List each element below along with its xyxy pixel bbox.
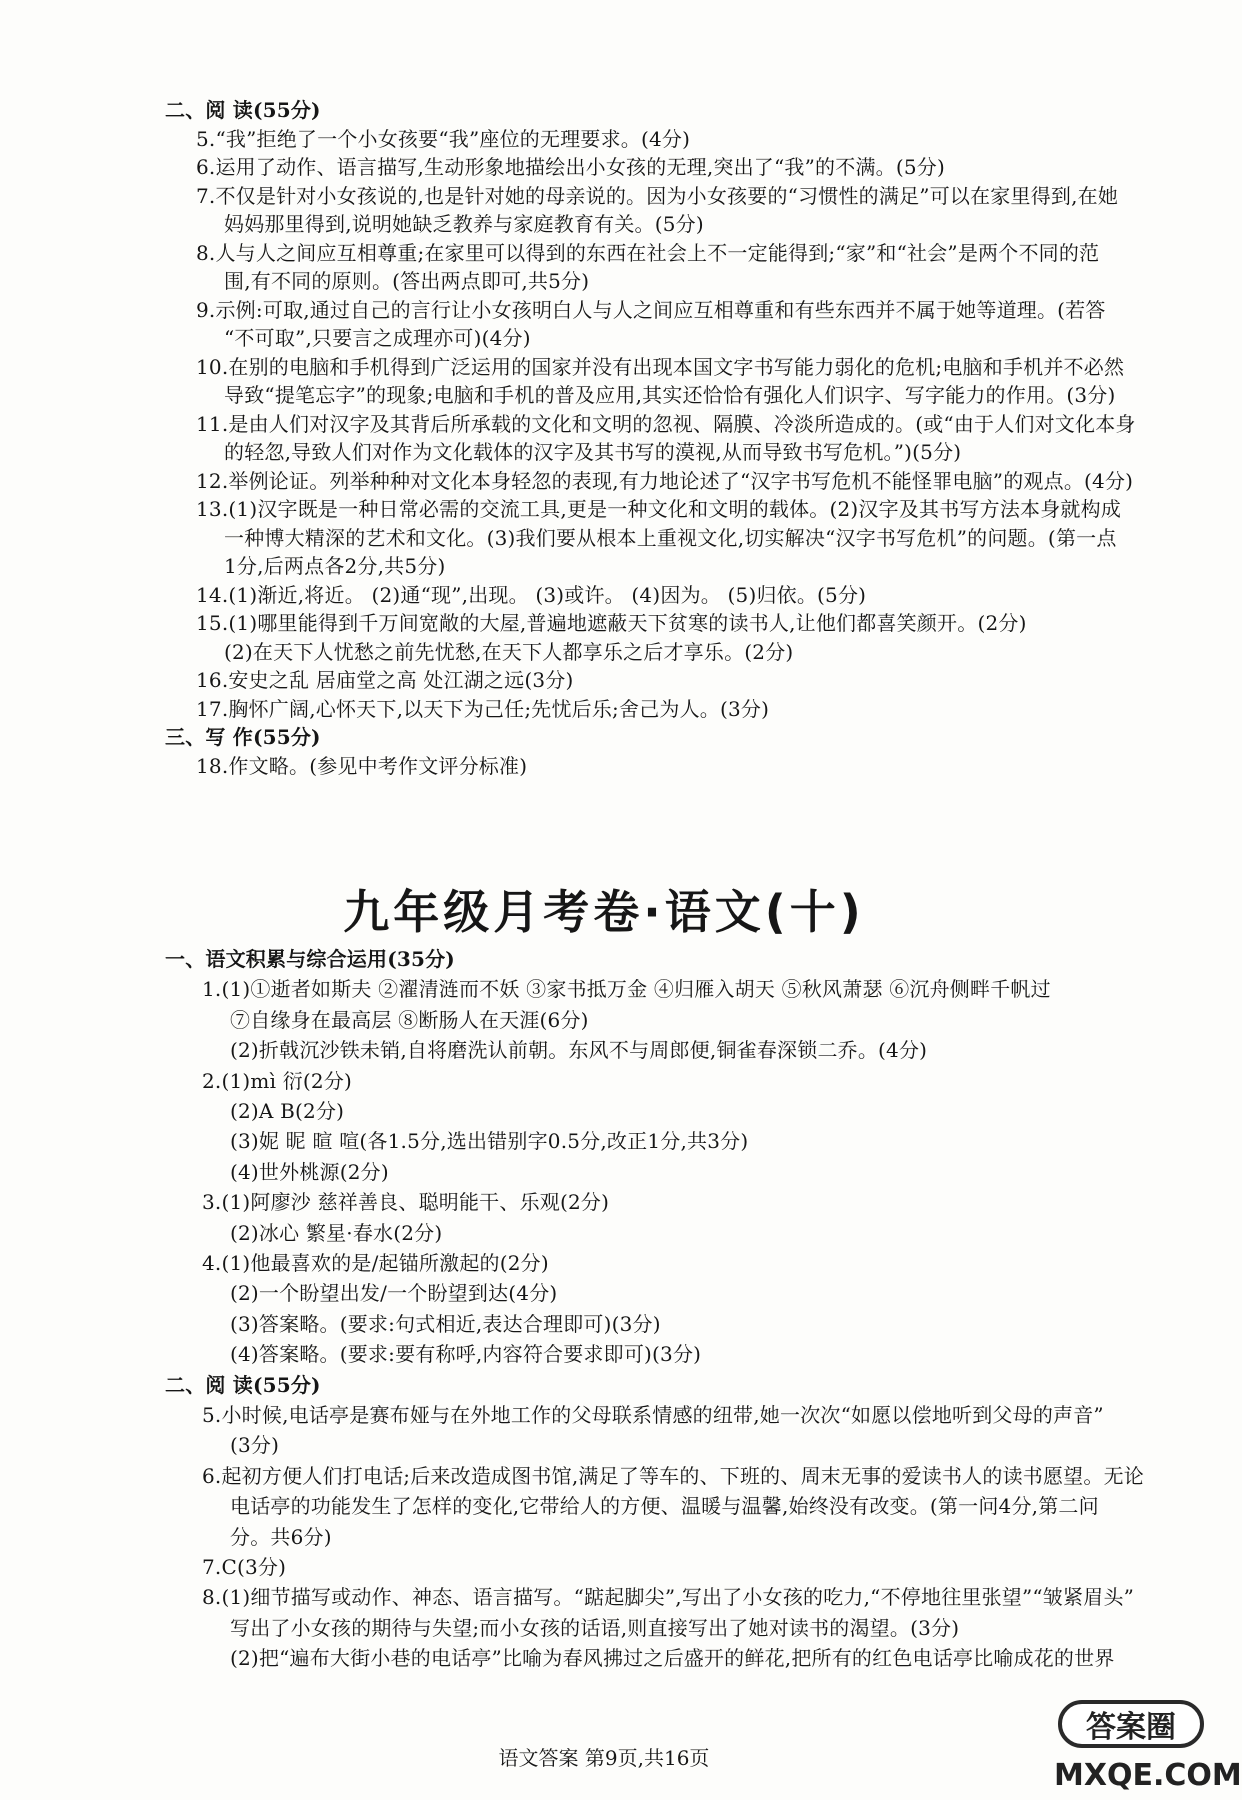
answer-line: 17.胸怀广阔,心怀天下,以天下为己任;先忧后乐;舍己为人。(3分) [196,696,770,721]
answer-line: (4)世外桃源(2分) [230,1159,389,1184]
answer-line: (2)折戟沉沙铁未销,自将磨洗认前朝。东风不与周郎便,铜雀春深锁二乔。(4分) [230,1038,928,1063]
answer-line: 5.小时候,电话亭是赛布娅与在外地工作的父母联系情感的纽带,她一次次“如愿以偿地听到父母的声音” [202,1403,1104,1427]
answer-line: 16.安史之乱 居庙堂之高 处江湖之远(3分) [196,668,574,692]
section-heading: 三、写 作(55分) [165,725,321,749]
answer-line: 10.在别的电脑和手机得到广泛运用的国家并没有出现本国文字书写能力弱化的危机;电脑和手机并不必然 [196,354,1125,379]
answer-line: 13.(1)汉字既是一种日常必需的交流工具,更是一种文化和文明的载体。(2)汉字及其书写方法本身就构成 [196,497,1122,521]
answer-line: 14.(1)渐近,将近。 (2)通“现”,出现。 (3)或许。 (4)因为。 (5)归依。(5分) [196,582,867,607]
answer-line: 9.示例:可取,通过自己的言行让小女孩明白人与人之间应互相尊重和有些东西并不属于她等道理。(若答 [196,297,1106,322]
answer-line: 11.是由人们对汉字及其背后所承载的文化和文明的忽视、隔膜、冷淡所造成的。(或“由于人们对文化本身 [196,411,1136,436]
answer-line: 2.(1)mì 衍(2分) [202,1068,353,1093]
section-heading: 二、阅 读(55分) [165,98,321,122]
answer-line: 4.(1)他最喜欢的是/起锚所激起的(2分) [202,1251,549,1275]
section-heading: 一、语文积累与综合运用(35分) [165,947,455,971]
answer-line: 1分,后两点各2分,共5分) [224,554,446,578]
answer-line: 一种博大精深的艺术和文化。(3)我们要从根本上重视文化,切实解决“汉字书写危机”的问题。(第一点 [224,525,1117,550]
answer-line: (2)把“遍布大街小巷的电话亭”比喻为春风拂过之后盛开的鲜花,把所有的红色电话亭比喻成花的世界 [230,1646,1115,1671]
answer-line: 导致“提笔忘字”的现象;电脑和手机的普及应用,其实还恰恰有强化人们识字、写字能力的作用。(3分) [224,383,1116,407]
answer-line: (2)冰心 繁星·春水(2分) [230,1220,443,1245]
watermark-logo [1054,1700,1242,1796]
answer-line: 12.举例论证。列举种种对文化本身轻忽的表现,有力地论述了“汉字书写危机不能怪罪电脑”的观点。(4分) [196,468,1134,493]
answer-line: 7.C(3分) [202,1555,287,1579]
answer-line: (2)一个盼望出发/一个盼望到达(4分) [230,1281,558,1306]
answer-line: 分。共6分) [230,1524,332,1549]
answer-line: 妈妈那里得到,说明她缺乏教养与家庭教育有关。(5分) [224,212,704,236]
answer-line: 15.(1)哪里能得到千万间宽敞的大屋,普遍地遮蔽天下贫寒的读书人,让他们都喜笑颜开。(2分) [196,611,1027,635]
answer-line: (4)答案略。(要求:要有称呼,内容符合要求即可)(3分) [230,1342,702,1367]
answer-line: 7.不仅是针对小女孩说的,也是针对她的母亲说的。因为小女孩要的“习惯性的满足”可以在家里得到,在她 [196,183,1119,208]
answer-line: (3分) [230,1433,280,1458]
answer-line: (2)在天下人忧愁之前先忧愁,在天下人都享乐之后才享乐。(2分) [224,639,794,664]
answer-line: 8.(1)细节描写或动作、神态、语言描写。“踮起脚尖”,写出了小女孩的吃力,“不停地往里张望”“皱紧眉头” [202,1585,1135,1610]
answer-line: 6.运用了动作、语言描写,生动形象地描绘出小女孩的无理,突出了“我”的不满。(5分) [196,155,945,179]
answer-line: 1.(1)①逝者如斯夫 ②濯清涟而不妖 ③家书抵万金 ④归雁入胡天 ⑤秋风萧瑟 ⑥沉舟侧畔千帆过 [202,977,1051,1002]
answer-line: (2)A B(2分) [230,1099,345,1123]
page-footer: 语文答案 第9页,共16页 [498,1746,710,1770]
answer-line: 6.起初方便人们打电话;后来改造成图书馆,满足了等车的、下班的、周末无事的爱读书人的读书愿望。无论 [202,1463,1144,1488]
answer-line: “不可取”,只要言之成理亦可)(4分) [224,326,531,350]
section-heading: 二、阅 读(55分) [165,1372,321,1397]
answer-line: ⑦自缘身在最高层 ⑧断肠人在天涯(6分) [230,1007,589,1032]
exam-title: 九年级月考卷·语文(十) [343,885,865,939]
answer-line: 5.“我”拒绝了一个小女孩要“我”座位的无理要求。(4分) [196,126,691,151]
answer-line: (3)答案略。(要求:句式相近,表达合理即可)(3分) [230,1311,661,1336]
answer-line: 电话亭的功能发生了怎样的变化,它带给人的方便、温暖与温馨,始终没有改变。(第一问4分,第二问 [230,1494,1099,1519]
answer-line: 18.作文略。(参见中考作文评分标准) [196,753,528,778]
answer-line: 3.(1)阿廖沙 慈祥善良、聪明能干、乐观(2分) [202,1190,610,1215]
answer-line: 围,有不同的原则。(答出两点即可,共5分) [224,269,590,293]
watermark-domain: MXQE.COM [1054,1758,1242,1793]
answer-line: 8.人与人之间应互相尊重;在家里可以得到的东西在社会上不一定能得到;“家”和“社会”是两个不同的范 [196,240,1100,265]
answer-line: 的轻忽,导致人们对作为文化载体的汉字及其书写的漠视,从而导致书写危机。”)(5分) [224,440,962,464]
watermark-badge: 答案圈 [1058,1700,1204,1748]
answer-line: 写出了小女孩的期待与失望;而小女孩的话语,则直接写出了她对读书的渴望。(3分) [230,1615,960,1640]
answer-line: (3)妮 昵 暄 喧(各1.5分,选出错别字0.5分,改正1分,共3分) [230,1129,749,1154]
